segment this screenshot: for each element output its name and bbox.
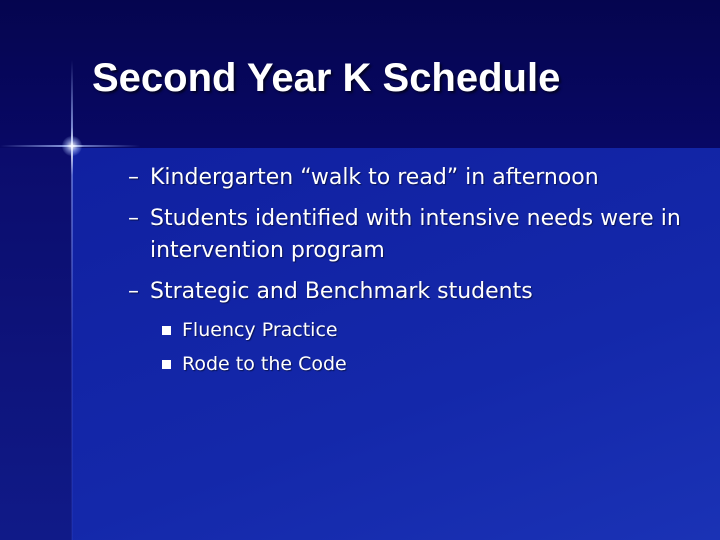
dash-marker: – bbox=[128, 279, 139, 304]
square-bullet-icon bbox=[162, 360, 171, 369]
bullet-text: Students identified with intensive needs were in intervention program bbox=[150, 206, 681, 263]
bullet-text: Kindergarten “walk to read” in afternoon bbox=[150, 165, 599, 190]
sub-bullet-text: Fluency Practice bbox=[182, 319, 338, 341]
sub-bullet-item bbox=[162, 347, 688, 381]
bullet-text: Strategic and Benchmark students bbox=[150, 279, 533, 304]
dash-marker: – bbox=[128, 206, 139, 231]
square-bullet-icon bbox=[162, 326, 171, 335]
left-strip bbox=[0, 148, 72, 540]
bullet-item bbox=[128, 162, 688, 194]
sub-bullet-text: Rode to the Code bbox=[182, 353, 347, 375]
decorative-star-line-vertical bbox=[71, 60, 73, 540]
slide-title: Second Year K Schedule bbox=[92, 56, 561, 100]
sub-bullet-list bbox=[128, 313, 688, 381]
dash-marker: – bbox=[128, 165, 139, 190]
bullet-item bbox=[128, 203, 688, 267]
decorative-star-icon bbox=[62, 136, 82, 156]
sub-bullet-item bbox=[162, 313, 688, 347]
bullet-item bbox=[128, 276, 688, 308]
bullet-list bbox=[128, 162, 688, 381]
